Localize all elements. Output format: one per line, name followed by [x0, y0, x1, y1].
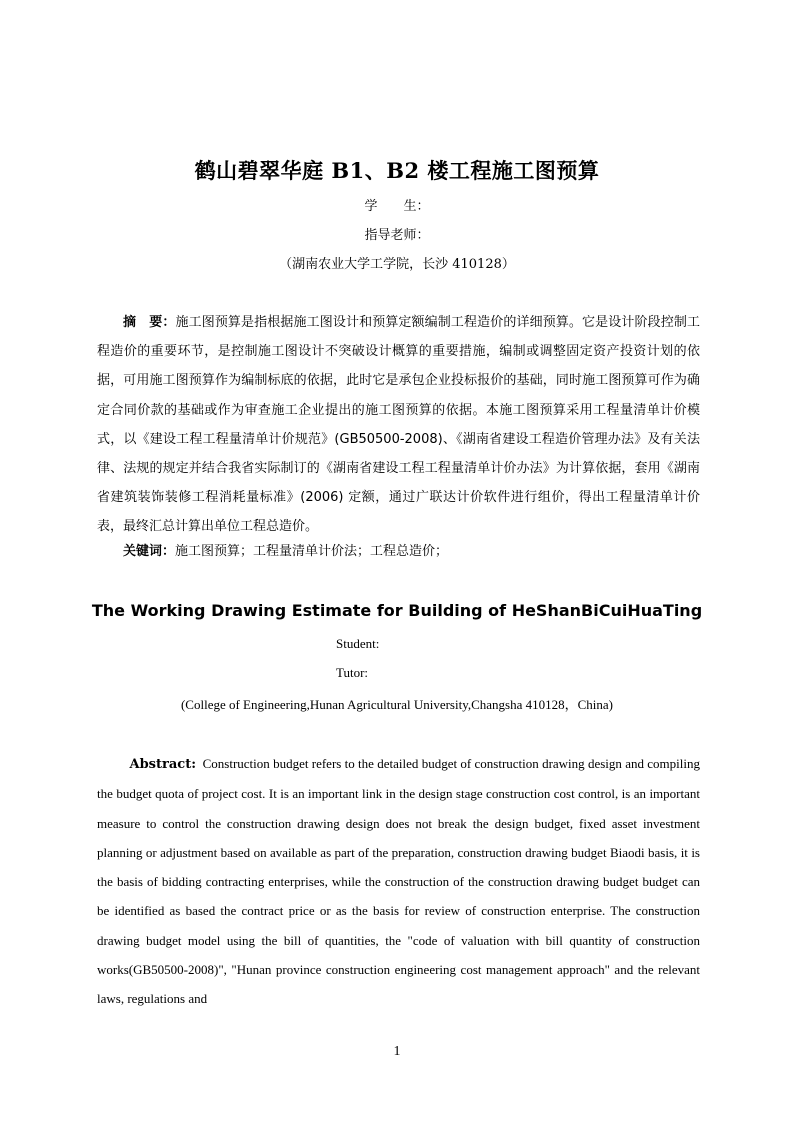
- english-title: The Working Drawing Estimate for Building of HeShanBiCuiHuaTing: [91, 601, 703, 620]
- chinese-abstract-text: 施工图预算是指根据施工图设计和预算定额编制工程造价的详细预算。它是设计阶段控制工程造价的重要环节，是控制施工图设计不突破设计概算的重要措施，编制或调整固定资产投资计划的依据，可用施工图预算作为编制标底的依据，此时它是承包企业投标报价的基础，同时施工图预算可作为确定合同价款的基础或作为审查施工企业提出的施工图预算的依据。本施工图预算采用工程量清单计价模式，以《建设工程工程量清单计价规范》(GB50500-2008)、《湖南省建设工程造价管理办法》及有关法律、法规的规定并结合我省实际制订的《湖南省建设工程工程量清单计价办法》为计算依据，套用《湖南省建筑装饰装修工程消耗量标准》(2006) 定额，通过广联达计价软件进行组价，得出工程量清单计价表，最终汇总计算出单位工程总造价。: [97, 315, 700, 535]
- english-student-label: Student:: [336, 636, 380, 651]
- student-label: 学 生：: [364, 199, 430, 214]
- english-affiliation: (College of Engineering,Hunan Agricultural University,Changsha 410128，China): [180, 697, 614, 712]
- english-abstract-text: Construction budget refers to the detailed budget of construction drawing design and compiling the budget quota of project cost. It is an important link in the design stage construction cost control, is an important measure to control the construction drawing design does not break the design budget, fixed asset investment planning or adjustment based on available as part of the preparation, construction drawing budget Biaodi basis, it is the basis of bidding contracting enterprises, while the construction of the construction drawing budget budget can be identified as based the contract price or as the basis for review of construction enterprise. The construction drawing budget model using the bill of quantities, the "code of valuation with bill quantity of construction works(GB50500-2008)", "Hunan province construction engineering cost management approach" and the relevant laws, regulations and: [97, 756, 700, 1007]
- english-abstract: [97, 749, 700, 1014]
- english-tutor-label: Tutor:: [336, 665, 369, 680]
- page-number: 1: [393, 1044, 401, 1059]
- chinese-keywords-label: 关键词：: [123, 544, 176, 559]
- chinese-keywords: [97, 540, 700, 559]
- chinese-title: 鹤山碧翠华庭 B1、B2 楼工程施工图预算: [194, 158, 600, 183]
- chinese-affiliation: （湖南农业大学工学院，长沙 410128）: [279, 257, 515, 272]
- chinese-keywords-text: 施工图预算；工程量清单计价法；工程总造价；: [175, 544, 449, 559]
- advisor-label: 指导老师：: [364, 228, 430, 243]
- english-abstract-label: Abstract:: [129, 757, 196, 772]
- chinese-abstract: [97, 308, 700, 542]
- chinese-abstract-label: 摘 要：: [123, 315, 176, 330]
